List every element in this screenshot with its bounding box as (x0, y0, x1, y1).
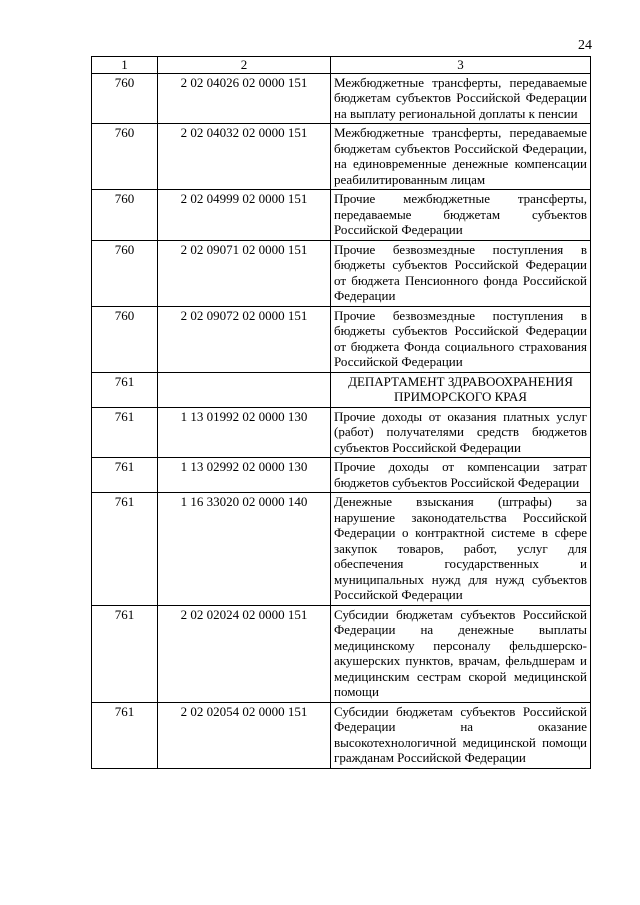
revenue-name-cell: Прочие межбюджетные трансферты, передаваемые бюджетам субъектов Российской Федерации (331, 190, 591, 241)
table-row (92, 493, 591, 606)
revenue-name-cell: Прочие доходы от компенсации затрат бюджетов субъектов Российской Федерации (331, 458, 591, 493)
admin-code-cell: 761 (92, 702, 158, 768)
admin-code-cell: 761 (92, 372, 158, 407)
revenue-name-cell: Межбюджетные трансферты, передаваемые бюджетам субъектов Российской Федерации на выплату региональной доплаты к пенсии (331, 73, 591, 124)
department-heading-cell: ДЕПАРТАМЕНТ ЗДРАВООХРАНЕНИЯ ПРИМОРСКОГО КРАЯ (331, 372, 591, 407)
revenue-name-cell: Субсидии бюджетам субъектов Российской Федерации на оказание высокотехнологичной медицинской помощи гражданам Российской Федерации (331, 702, 591, 768)
revenue-name-cell: Субсидии бюджетам субъектов Российской Федерации на денежные выплаты медицинскому персоналу фельдшерско-акушерских пунктов, врачам, фельдшерам и медицинским сестрам скорой медицинской помощи (331, 605, 591, 702)
admin-code-cell: 760 (92, 240, 158, 306)
admin-code-cell: 761 (92, 493, 158, 606)
table-row (92, 124, 591, 190)
admin-code-cell: 761 (92, 605, 158, 702)
table-row (92, 73, 591, 124)
revenue-code-cell: 2 02 04026 02 0000 151 (158, 73, 331, 124)
admin-code-cell: 760 (92, 124, 158, 190)
admin-code-cell: 761 (92, 458, 158, 493)
table-row (92, 702, 591, 768)
revenue-name-cell: Межбюджетные трансферты, передаваемые бюджетам субъектов Российской Федерации, на единовременные денежные компенсации реабилитированным лицам (331, 124, 591, 190)
admin-code-cell: 760 (92, 190, 158, 241)
revenue-name-cell: Прочие безвозмездные поступления в бюджеты субъектов Российской Федерации от бюджета Фонда социального страхования Российской Федерации (331, 306, 591, 372)
revenue-name-cell: Денежные взыскания (штрафы) за нарушение законодательства Российской Федерации о контрактной системе в сфере закупок товаров, работ, услуг для обеспечения государственных и муниципальных нужд для нужд субъектов Российской Федерации (331, 493, 591, 606)
revenue-code-cell: 2 02 09072 02 0000 151 (158, 306, 331, 372)
admin-code-cell: 760 (92, 306, 158, 372)
column-header-3: 3 (331, 57, 591, 74)
revenue-code-cell: 1 13 02992 02 0000 130 (158, 458, 331, 493)
table-row (92, 240, 591, 306)
revenue-code-cell: 2 02 02024 02 0000 151 (158, 605, 331, 702)
revenue-code-cell (158, 372, 331, 407)
revenue-code-cell: 2 02 09071 02 0000 151 (158, 240, 331, 306)
table-header-row (92, 57, 591, 74)
revenue-code-cell: 2 02 02054 02 0000 151 (158, 702, 331, 768)
page-number: 24 (578, 38, 592, 53)
revenue-code-cell: 1 13 01992 02 0000 130 (158, 407, 331, 458)
column-header-2: 2 (158, 57, 331, 74)
table-row (92, 458, 591, 493)
table-row (92, 306, 591, 372)
table-row (92, 407, 591, 458)
table-row (92, 605, 591, 702)
admin-code-cell: 761 (92, 407, 158, 458)
table-row (92, 190, 591, 241)
revenue-codes-table (91, 56, 591, 769)
column-header-1: 1 (92, 57, 158, 74)
revenue-code-cell: 2 02 04999 02 0000 151 (158, 190, 331, 241)
revenue-name-cell: Прочие безвозмездные поступления в бюджеты субъектов Российской Федерации от бюджета Пенсионного фонда Российской Федерации (331, 240, 591, 306)
revenue-code-cell: 1 16 33020 02 0000 140 (158, 493, 331, 606)
admin-code-cell: 760 (92, 73, 158, 124)
revenue-name-cell: Прочие доходы от оказания платных услуг (работ) получателями средств бюджетов субъектов Российской Федерации (331, 407, 591, 458)
table-row (92, 372, 591, 407)
revenue-code-cell: 2 02 04032 02 0000 151 (158, 124, 331, 190)
